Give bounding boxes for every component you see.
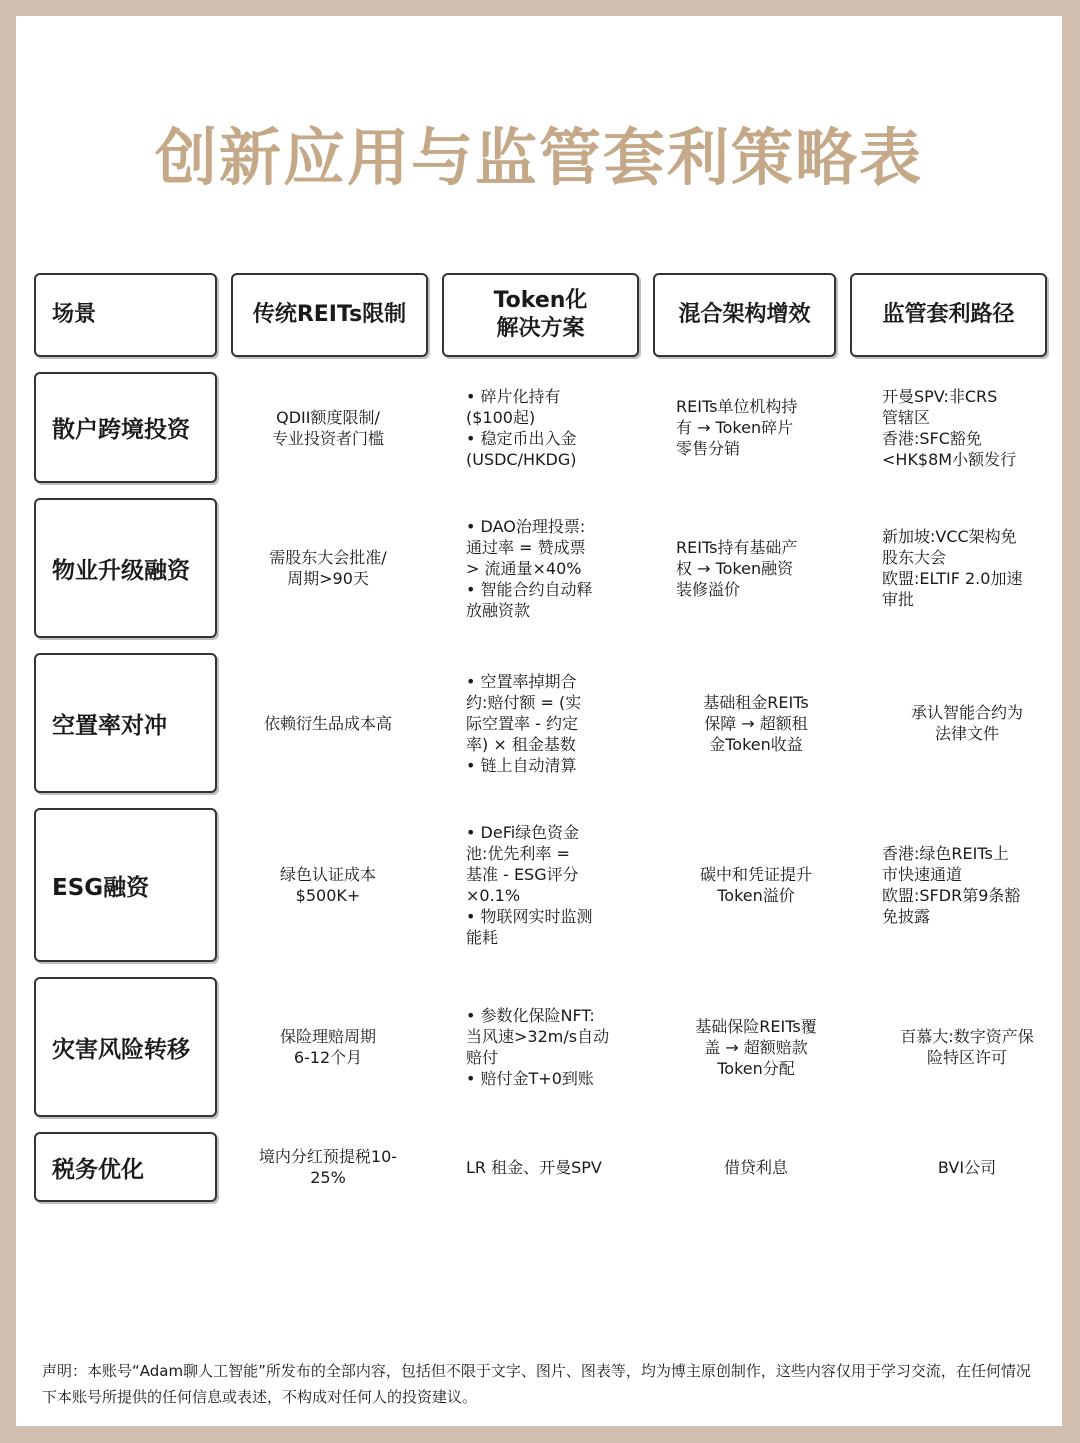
page-title: 创新应用与监管套利策略表 bbox=[154, 121, 923, 194]
cell-traditional: QDII额度限制/ 专业投资者门槛 bbox=[271, 407, 384, 448]
cell-token: • 空置率掉期合 约:赔付额 = (实 际空置率 - 约定 率) × 租金基数 • 链上自动清算 bbox=[466, 671, 582, 775]
cell-traditional: 需股东大会批准/ 周期>90天 bbox=[269, 548, 387, 588]
cell-hybrid: REITs持有基础产 权 → Token融资 装修溢价 bbox=[676, 537, 798, 599]
header-scene: 场景 bbox=[34, 273, 217, 357]
header-hybrid: 混合架构增效 bbox=[653, 273, 836, 357]
cell-token: • 参数化保险NFT: 当风速>32m/s自动 赔付 • 赔付金T+0到账 bbox=[466, 1006, 610, 1088]
cell-token: • 碎片化持有 ($100起) • 稳定币出入金 (USDC/HKDG) bbox=[466, 386, 577, 469]
cell-traditional: 境内分红预提税10- 25% bbox=[258, 1147, 398, 1187]
header-arbitrage: 监管套利路径 bbox=[850, 273, 1047, 357]
cell-traditional: 依赖衍生品成本高 bbox=[263, 713, 392, 733]
header-traditional: 传统REITs限制 bbox=[231, 273, 428, 357]
row-label-disaster: 灾害风险转移 bbox=[34, 977, 217, 1117]
cell-token: LR 租金、开曼SPV bbox=[466, 1157, 602, 1177]
cell-arbitrage: 开曼SPV:非CRS 管辖区 香港:SFC豁免 <HK$8M小额发行 bbox=[882, 386, 1017, 469]
cell-token: • DeFi绿色资金 池:优先利率 = 基准 - ESG评分 ×0.1% • 物联网实时监测 能耗 bbox=[466, 823, 593, 947]
cell-arbitrage: 香港:绿色REITs上 市快速通道 欧盟:SFDR第9条豁 免披露 bbox=[882, 844, 1021, 926]
cell-hybrid: 借贷利息 bbox=[723, 1157, 788, 1177]
header-token: Token化 解决方案 bbox=[442, 273, 639, 357]
row-label-vacancy: 空置率对冲 bbox=[34, 653, 217, 793]
row-label-upgrade: 物业升级融资 bbox=[34, 498, 217, 638]
cell-hybrid: 基础保险REITs覆 盖 → 超额赔款 Token分配 bbox=[695, 1016, 817, 1078]
row-label-tax: 税务优化 bbox=[34, 1132, 217, 1202]
cell-arbitrage: 新加坡:VCC架构免 股东大会 欧盟:ELTIF 2.0加速 审批 bbox=[882, 527, 1023, 609]
disclaimer-text: 声明：本账号“Adam聊人工智能”所发布的全部内容，包括但不限于文字、图片、图表等，均为博主原创制作，这些内容仅用于学习交流，在任何情况下本账号所提供的任何信息或表述，不构成对任何人的投资建议。 bbox=[42, 1362, 1031, 1406]
row-label-esg: ESG融资 bbox=[34, 808, 217, 962]
cell-hybrid: REITs单位机构持 有 → Token碎片 零售分销 bbox=[676, 397, 798, 458]
cell-traditional: 保险理赔周期 6-12个月 bbox=[279, 1027, 376, 1067]
cell-hybrid: 基础租金REITs 保障 → 超额租 金Token收益 bbox=[703, 692, 809, 754]
cell-arbitrage: BVI公司 bbox=[937, 1157, 997, 1177]
cell-arbitrage: 百慕大:数字资产保 险特区许可 bbox=[900, 1027, 1034, 1067]
cell-traditional: 绿色认证成本 $500K+ bbox=[279, 865, 376, 905]
document-sheet bbox=[16, 16, 1062, 1426]
cell-arbitrage: 承认智能合约为 法律文件 bbox=[910, 703, 1023, 743]
cell-token: • DAO治理投票: 通过率 = 赞成票 > 流通量×40% • 智能合约自动释 放融资款 bbox=[466, 516, 593, 620]
cell-hybrid: 碳中和凭证提升 Token溢价 bbox=[699, 865, 812, 905]
row-label-retail: 散户跨境投资 bbox=[34, 372, 217, 483]
